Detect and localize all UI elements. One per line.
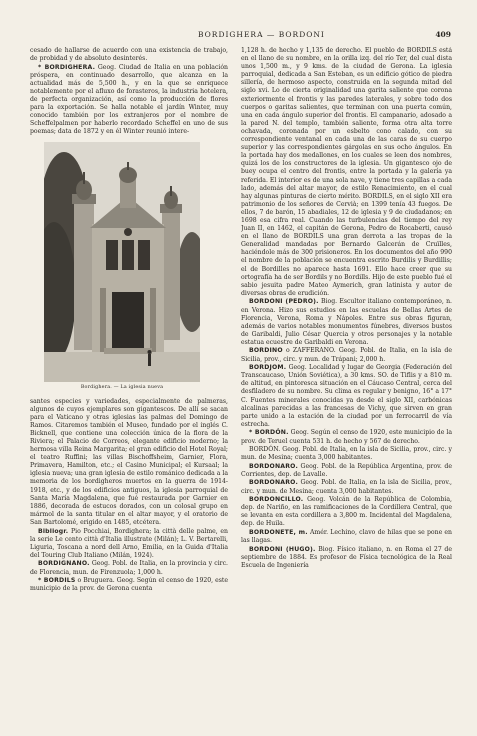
headword: BORDONI (HUGO). — [249, 545, 316, 553]
right-column — [241, 47, 452, 723]
page-number: 409 — [435, 30, 451, 39]
headword: BORDJOM. — [249, 364, 287, 372]
entry-bordoncillo: BORDONCILLO. Geog. Volcán de la República de Colombia, dep. de Nariño, en las ramificaciones de la Cordillera Central, que se levanta en esta cordillera a 3,800 m. Incidental del Magdalena, dep. de Huila. — [241, 496, 452, 528]
entry-bibliography: Bibliogr. Pio Pocchiai, Bordighera; la città delle palme, en la serie Le cento città d'Italia illustrate (Milán); L. V. Bertarelli, Liguria, Toscana a nord dell Arno, Emilia, en la Guida d'Italia del Touring Club Italiano (Milán, 1924). — [30, 527, 228, 559]
left-column — [30, 47, 228, 723]
headword: BORDONCILLO. — [249, 496, 304, 504]
entry-bordjom: BORDJOM. Geog. Localidad y lugar de Georgia (Federación del Transcaucaso, Unión Soviética), a 30 kms. SO. de Tiflis y a 810 m. de altitud, en pintoresca situación en el Cáucaso Central, cerca del desfiladero de su nombre. Su clima es regular y benigno, 16° a 17° C. Fuentes minerales conocidas ya desde el siglo XII, carbónicas alcalinas parecidas a las francesas de Vichy, que sirven en gran parte unido a la estación de la ciudad por un ferrocarril de vía estrecha. — [241, 364, 452, 428]
entry-bordoni-hugo: BORDONI (HUGO). Biog. Físico italiano, n. en Roma el 27 de septiembre de 1884. Es profesor de Física tecnológica de la Real Escuela de Ingeniería — [241, 545, 452, 569]
entry-bordon: * BORDÓN. Geog. Según el censo de 1920, este municipio de la prov. de Teruel cuenta 531 h. de hecho y 567 de derecho. — [241, 429, 452, 445]
headword: BORDONARO. — [249, 479, 298, 487]
headword: * BORDIGHERA. — [38, 63, 96, 71]
entry-continuation: santes especies y variedades, especialmente de palmeras, algunos de cuyos ejemplares son gigantescos. De allí se sacan para el Vaticano y otras iglesias las palmas del Domingo de Ramos. Citaremos también el Museo, fundado por el inglés C. Bicknell, que contiene una colección única de la flora de la Riviera; el Palacio de Correos, elegante edificio moderno; la hermosa villa Reina Margarita; el gran edificio del Hotel Royal; el teatro Ruffini; las villas Bischoffsheim, Garnier, Flora, Primavera, Hamilton, etc.; el Casino Municipal; el Kursaal; la iglesia nueva; una gran iglesia de estilo románico dedicada a la memoria de los bordigheros muertos en la guerra de 1914-1918, etc., y de los edificios antiguos, la iglesia parroquial de Santa María Magdalena, que fué restaurada por Garnier en 1886, decorada de estucos dorados, con un colosal grupo en mármol de la santa titular en el altar mayor, y el oratorio de San Bartolomé, erigido en 1485, etcétera. — [30, 397, 228, 526]
headword: BORDONI (PEDRO). — [249, 298, 319, 306]
figure-church-photo — [44, 142, 200, 394]
entry-continuation: 1,128 h. de hecho y 1,135 de derecho. El pueblo de BORDILS está en el llano de su nombre, en la orilla izq. del río Ter, del cual dista unos 1,500 m., y 9 kms. de la ciudad de Gerona. La iglesia parroquial, dedicada a San Esteban, es un edificio gótico de piedra sillería, de hermoso aspecto, construida en la segunda mitad del siglo xvi. Lo de cierta originalidad una garita saliente que corona exteriormente el frontis y las paredes laterales, y sobre todo dos cuerpos o garitas salientes, que terminan con una puerta común, una en cada ángulo superior del frontis. El campanario, adosado a la pared N. del templo, también saliente, forma otra alta torre ochavada, coronada por un esbelto cono calado, con su correspondiente ventanal en cada una de las caras de su cuerpo superior y las correspondientes gárgolas en sus ocho ángulos. En la portada hay dos medallones, en los cuales se leen dos nombres, quizá los de los constructores de la iglesia. Un gigantesco ojo de buey ocupa el centro del frontis, entre la portada y la galería ya referida. El interior es de una sola nave, y tiene tres capillas a cada lado, además del altar mayor, de estilo Renacimiento, en el cual hay algunas pinturas de cierto mérito. BORDILS, en el siglo XII era patrimonio de los señores de Cervià; en 1399 tenía 43 fuegos. De ellos, 7 de barón, 15 abadiales, 12 de iglesia y 9 de ciudadanos; en 1698 esa cifra real. Cuando las turbulencias del tiempo del rey Juan II, en 1462, el capitán de Gerona, Pedro de Rocaberti, causó en el llano de BORDILS una gran derrota a las tropas de la Generalidad mandadas por Bernardo Galcerán de Cruïlles, haciéndole más de 300 prisioneros. En los documentos del año 990 el nombre de la población se encuentra escrito Burdilis y Burdillis; el de Bordilles no aparece hasta 1691. Ello hace creer que su ortografía ha de ser Bordils y no Bordills. Hijo de este pueblo fué el sabio jesuita padre Mateo Aymerich, gran latinista y autor de diversas obras de erudición. — [241, 47, 452, 297]
entry-bordonaro: BORDONARO. Geog. Pobl. de la República Argentina, prov. de Corrientes, dep. de Lavalle. — [241, 462, 452, 478]
headword: * BORDILS — [38, 577, 76, 585]
entry-bordoni-pedro: BORDONI (PEDRO). Biog. Escultor italiano contemporáneo, n. en Verona. Hizo sus estudios en las escuelas de Bellas Artes de Florencia, Verona, Roma y Nápoles. Entre sus obras figuran, además de varios notables monumentos fúnebres, diversos bustos de Garibaldi, Julio César Quercia y otros personajes y la notable estatua ecuestre de Garibaldi en Verona. — [241, 298, 452, 346]
headword: * BORDÓN. — [249, 429, 289, 437]
entry-bordignano: BORDIGNANO. Geog. Pobl. de Italia, en la provincia y circ. de Florencia, mun. de Firenzuola; 1,000 h. — [30, 560, 228, 576]
entry-bordighera: * BORDIGHERA. Geog. Ciudad de Italia en una población próspera, en continuado desarrollo, que alcanza en la actualidad más de 5,500 h., y en la que se enriquece notablemente por el afluxo de forasteros, la industria hotelera, de perfecta organización, así como la producción de flores para la exportación. Se halla notable el jardín Winter, muy conocido también por los extranjeros por el nombre de Scheffelpalmen por haberlo recordado Scheffel en uno de sus poemas; data de 1872 y en él Winter reunió intere- — [30, 63, 228, 136]
figure-caption: Bordighera. — La iglesia nueva — [80, 384, 164, 390]
entry-bordon-ref: BORDÓN. Geog. Pobl. de Italia, en la isla de Sicilia, prov., circ. y mun. de Mesina; cuenta 3,000 habitantes. — [241, 446, 452, 462]
entry-bordonaro-italy: BORDONARO. Geog. Pobl. de Italia, en la isla de Sicilia, prov., circ. y mun. de Mesina; cuenta 3,000 habitantes. — [241, 479, 452, 495]
entry-bordonete: BORDONETE, m. Amér. Lechino, clavo de hilas que se pone en las llagas. — [241, 529, 452, 545]
entry-bordino: BORDINO o ZAFFERANO. Geog. Pobl. de Italia, en la isla de Sicilia, prov., circ. y mun. de Trápani; 2,000 h. — [241, 347, 452, 363]
entry-continuation: cesado de hallarse de acuerdo con una existencia de trabajo, de probidad y de absoluto desinterés. — [30, 47, 228, 63]
headword: BORDIGNANO. — [38, 560, 90, 568]
page-header — [30, 30, 457, 42]
running-head: BORDIGHERA — BORDONI — [198, 30, 325, 39]
headword: BORDONARO. — [249, 462, 298, 470]
headword: BORDINO — [249, 347, 283, 355]
entry-bordils: * BORDILS o Bruguera. Geog. Según el censo de 1920, este municipio de la prov. de Gerona cuenta — [30, 577, 228, 593]
headword: BORDONETE, m. — [249, 529, 308, 537]
church-photo-image — [44, 142, 200, 382]
headword: Bibliogr. — [38, 527, 69, 535]
